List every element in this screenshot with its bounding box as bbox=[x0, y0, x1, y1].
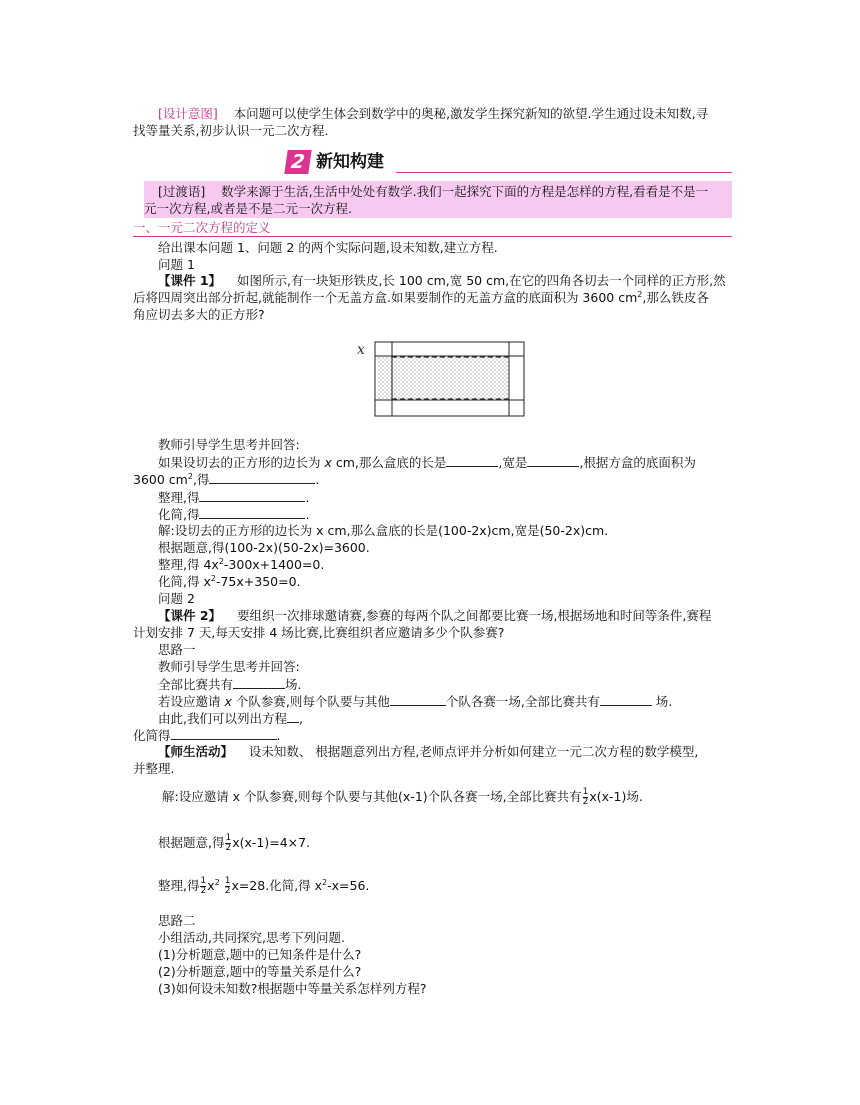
blank-total-games bbox=[233, 675, 285, 689]
problem1-line-3: 角应切去多大的正方形? bbox=[133, 307, 265, 322]
transition-text: 数学来源于生活,生活中处处有数学.我们一起探究下面的方程是怎样的方程,看看是不是一 bbox=[221, 184, 709, 199]
transition-line-2: 元一次方程,或者是不是二元一次方程. bbox=[144, 201, 352, 216]
transition-line-1 bbox=[158, 183, 708, 200]
blank-equation-2 bbox=[287, 709, 299, 723]
section-header bbox=[286, 150, 732, 176]
group-question-2: (2)分析题意,题中的等量关系是什么? bbox=[158, 964, 362, 979]
blank-all-games bbox=[600, 692, 652, 706]
blank-simplified bbox=[199, 505, 305, 519]
section-underline bbox=[396, 172, 732, 173]
problem1-question-4: 化简,得 . bbox=[158, 507, 310, 522]
group-question-1: (1)分析题意,题中的已知条件是什么? bbox=[158, 947, 362, 962]
intro-text: 给出课本问题 1、问题 2 的两个实际问题,设未知数,建立方程. bbox=[158, 240, 498, 255]
box-base-shaded bbox=[377, 356, 509, 400]
problem2-line-2: 计划安排 7 天,每天安排 4 场比赛,比赛组织者应邀请多少个队参赛? bbox=[133, 625, 505, 640]
activity-line-2: 并整理. bbox=[133, 761, 175, 776]
transition-tag: [过渡语] bbox=[158, 184, 206, 199]
problem1-title: 问题 1 bbox=[158, 257, 195, 272]
problem1-question-3: 整理,得 . bbox=[158, 490, 310, 505]
problem1-question-1: 如果设切去的正方形的边长为 x cm,那么盒底的长是 ,宽是 ,根据方盒的底面积为 bbox=[158, 455, 696, 470]
fraction-half: $\frac{1}{2}$ bbox=[224, 876, 231, 896]
idea-two-label: 思路二 bbox=[158, 913, 196, 928]
fraction-half: $\frac{1}{2}$ bbox=[582, 787, 589, 807]
fraction-half: $\frac{1}{2}$ bbox=[200, 876, 207, 896]
problem1-solution-1: 解:设切去的正方形的边长为 x cm,那么盒底的长是(100-2x)cm,宽是(50-2x)cm. bbox=[158, 523, 609, 538]
problem1-line-1 bbox=[158, 272, 726, 289]
teacher-student-activity: 【师生活动】 设未知数、 根据题意列出方程,老师点评并分析如何建立一元二次方程的数学模型, bbox=[158, 744, 699, 759]
fraction-half: $\frac{1}{2}$ bbox=[225, 833, 232, 853]
blank-equation bbox=[209, 470, 315, 484]
design-intent-text: 本问题可以使学生体会到数学中的奥秘,激发学生探究新知的欲望.学生通过设未知数,寻 bbox=[233, 106, 709, 121]
heading-definition: 一、一元二次方程的定义 bbox=[133, 220, 271, 235]
problem2-question-4: 化简得 . bbox=[133, 728, 281, 743]
group-question-3: (3)如何设未知数?根据题中等量关系怎样列方程? bbox=[158, 981, 427, 996]
idea-one-label: 思路一 bbox=[158, 642, 196, 657]
problem1-solution-4: 化简,得 $x^2-75x+350=0$. bbox=[158, 573, 301, 589]
blank-box-length bbox=[446, 453, 498, 467]
problem2-line-1: 【课件 2】 要组织一次排球邀请赛,参赛的每两个队之间都要比赛一场,根据场地和时间等条件,赛程 bbox=[158, 608, 712, 623]
blank-arranged bbox=[199, 488, 305, 502]
group-activity: 小组活动,共同探究,思考下列问题. bbox=[158, 930, 345, 945]
design-intent-line-1 bbox=[158, 105, 708, 122]
problem1-solution-3: 整理,得 $4x^2-300x+1400=0$. bbox=[158, 556, 325, 572]
problem2-solution-2: 根据题意,得 $\frac{1}{2}$ x(x-1)=4×7. bbox=[158, 833, 311, 853]
problem2-question-3: 由此,我们可以列出方程 , bbox=[158, 711, 303, 726]
problem1-text-1: 如图所示,有一块矩形铁皮,长 100 cm,宽 50 cm,在它的四角各切去一个同样的正方形,然 bbox=[236, 273, 726, 288]
problem1-solution-2: 根据题意,得(100-2x)(50-2x)=3600. bbox=[158, 540, 370, 555]
heading-underline bbox=[133, 236, 732, 237]
iron-sheet-figure bbox=[350, 337, 530, 421]
problem2-guide: 教师引导学生思考并回答: bbox=[158, 659, 300, 674]
problem2-question-2: 若设应邀请 x 个队参赛,则每个队要与其他 个队各赛一场,全部比赛共有 场. bbox=[158, 694, 673, 709]
problem1-question-2: 3600 $cm^2$,得 . bbox=[133, 471, 320, 487]
problem2-solution-3: 整理,得 $\frac{1}{2}$ $x^2$ $\frac{1}{2}$ x=28.化简,得 $x^2-x=56$. bbox=[158, 876, 370, 896]
activity-tag: 【师生活动】 bbox=[158, 744, 234, 759]
blank-box-width bbox=[527, 453, 579, 467]
design-intent-tag: [设计意图] bbox=[158, 106, 218, 121]
problem1-line-2: 后将四周突出部分折起,就能制作一个无盖方盒.如果要制作的无盖方盒的底面积为 3600 $cm^2$,那么铁皮各 bbox=[133, 289, 709, 305]
courseware2-tag: 【课件 2】 bbox=[158, 608, 222, 623]
blank-other-teams bbox=[390, 692, 446, 706]
problem2-question-1: 全部比赛共有 场. bbox=[158, 677, 302, 692]
design-intent-line-2: 找等量关系,初步认识一元二次方程. bbox=[133, 123, 329, 138]
problem2-solution-1: 解:设应邀请 x 个队参赛,则每个队要与其他(x-1)个队各赛一场,全部比赛共有 $\frac{1}{2}$ x(x-1)场. bbox=[162, 787, 643, 807]
section-title: 新知构建 bbox=[316, 152, 384, 172]
problem1-guide: 教师引导学生思考并回答: bbox=[158, 437, 300, 452]
section-number-badge: 2 bbox=[284, 150, 311, 174]
problem2-title: 问题 2 bbox=[158, 591, 195, 606]
courseware1-tag: 【课件 1】 bbox=[158, 273, 222, 288]
blank-simplified-2 bbox=[171, 726, 277, 740]
figure-x-label: x bbox=[357, 342, 365, 358]
